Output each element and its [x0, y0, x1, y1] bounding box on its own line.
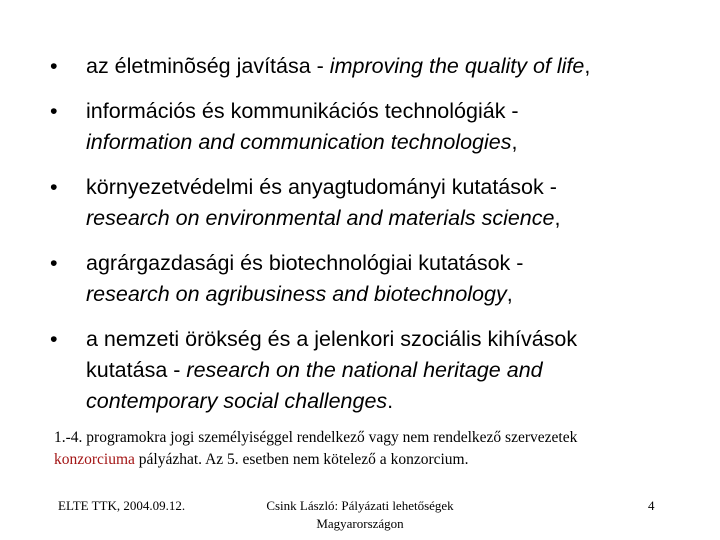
bullet-text-hu: kutatása - — [86, 358, 181, 382]
bullet-punctuation: , — [506, 282, 513, 306]
note-line-2-rest: pályázhat. Az 5. esetben nem kötelező a konzorcium. — [134, 451, 469, 468]
bullet-text-en: research on environmental and materials science — [86, 206, 555, 230]
bullet-line — [86, 279, 690, 310]
bullet-punctuation: , — [511, 130, 518, 154]
bullet-marker: • — [50, 175, 58, 199]
bullet-punctuation: , — [584, 54, 591, 78]
bullet-line — [86, 51, 690, 82]
bullet-item-environment — [50, 172, 690, 234]
consortium-note — [54, 427, 694, 471]
bullet-text-en: contemporary social challenges — [86, 389, 388, 413]
bullet-line — [86, 127, 690, 158]
bullet-punctuation: , — [554, 206, 561, 230]
bullet-text-hu: agrárgazdasági és biotechnológiai kutatások - — [86, 251, 524, 275]
bullet-line — [86, 203, 690, 234]
page-number: 4 — [648, 498, 655, 513]
bullet-item-agribusiness — [50, 248, 690, 310]
bullet-text-en: information and communication technologies — [86, 130, 512, 154]
bullet-item-ict — [50, 96, 690, 158]
note-line-1: 1.-4. programokra jogi személyiséggel rendelkező vagy nem rendelkező szervezetek — [54, 429, 578, 446]
bullet-text-en: research on agribusiness and biotechnology — [86, 282, 507, 306]
bullet-text-hu: környezetvédelmi és anyagtudományi kutatások - — [86, 175, 557, 199]
note-highlight-consortium: konzorciuma — [54, 451, 135, 468]
bullet-marker: • — [50, 327, 58, 351]
bullet-text-hu: információs és kommunikációs technológiák - — [86, 99, 519, 123]
bullet-line — [86, 355, 690, 386]
bullet-text-hu: a nemzeti örökség és a jelenkori szociális kihívások — [86, 327, 578, 351]
bullet-line — [86, 386, 690, 417]
footer-title-line-2: Magyarországon — [316, 516, 404, 531]
footer-date: ELTE TTK, 2004.09.12. — [58, 498, 186, 513]
bullet-punctuation: . — [387, 389, 394, 413]
bullet-text-en: research on the national heritage and — [186, 358, 543, 382]
bullet-text-hu: az életminõség javítása - — [86, 54, 324, 78]
footer-title — [230, 497, 490, 533]
bullet-marker: • — [50, 251, 58, 275]
bullet-marker: • — [50, 99, 58, 123]
bullet-item-heritage — [50, 324, 690, 417]
bullet-item-quality-of-life — [50, 51, 690, 82]
bullet-marker: • — [50, 54, 58, 78]
bullet-list — [50, 51, 690, 431]
note-line-2 — [54, 449, 694, 471]
bullet-text-en: improving the quality of life — [329, 54, 585, 78]
footer-title-line-1: Csink László: Pályázati lehetőségek — [266, 498, 454, 513]
